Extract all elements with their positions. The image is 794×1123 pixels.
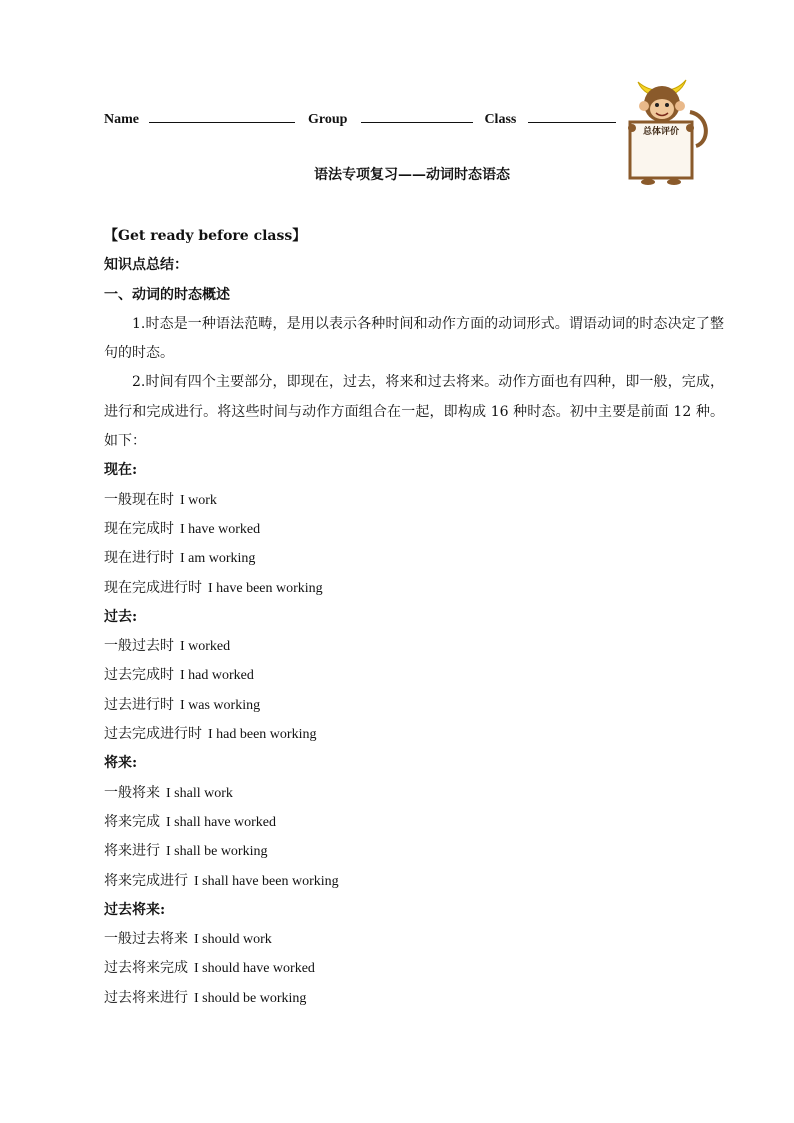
tense-cn: 将来完成 <box>104 813 160 830</box>
class-blank[interactable] <box>528 108 616 123</box>
tense-item <box>104 544 724 573</box>
tense-en: I should have worked <box>194 961 315 977</box>
tense-cn: 过去完成时 <box>104 667 174 684</box>
tense-item <box>104 954 724 983</box>
mascot-sign-text: 总体评价 <box>642 127 680 137</box>
tense-en: I should be working <box>194 990 307 1006</box>
tense-groups <box>104 456 724 1013</box>
tense-item <box>104 661 724 690</box>
tense-en: I should work <box>194 932 272 948</box>
paragraph-2: 2.时间有四个主要部分，即现在，过去，将来和过去将来。动作方面也有四种，即一般，完成，进行和完成进行。将这些时间与动作方面组合在一起，即构成 16 种时态。初中主要是前面 12 种。如下： <box>104 374 724 450</box>
tense-cn: 现在完成进行时 <box>104 579 202 596</box>
tense-item <box>104 486 724 515</box>
tense-cn: 现在进行时 <box>104 550 174 567</box>
tense-cn: 将来进行 <box>104 843 160 860</box>
tense-en: I had worked <box>180 668 254 684</box>
tense-en: I am working <box>180 551 256 567</box>
paragraph-1: 1.时态是一种语法范畴，是用以表示各种时间和动作方面的动词形式。谓语动词的时态决定了整句的时态。 <box>104 315 724 362</box>
tense-en: I shall be working <box>166 844 268 860</box>
tense-item <box>104 867 724 896</box>
tense-item <box>104 808 724 837</box>
tense-en: I work <box>180 492 217 508</box>
tense-en: I shall have been working <box>194 873 339 889</box>
tense-en: I shall work <box>166 785 233 801</box>
tense-cn: 将来完成进行 <box>104 872 188 889</box>
tense-en: I have worked <box>180 521 261 537</box>
tense-en: I shall have worked <box>166 814 277 830</box>
tense-item <box>104 632 724 661</box>
tense-cn: 现在完成时 <box>104 520 174 537</box>
tense-item <box>104 515 724 544</box>
class-label: Class <box>484 112 517 127</box>
document-body <box>104 222 724 1013</box>
tense-item <box>104 574 724 603</box>
tense-cn: 过去将来进行 <box>104 989 188 1006</box>
tense-cn: 过去将来完成 <box>104 960 188 977</box>
tense-item <box>104 691 724 720</box>
tense-item <box>104 779 724 808</box>
group-label-past: 过去: <box>104 608 138 625</box>
tense-en: I have been working <box>208 580 323 596</box>
summary-label: 知识点总结： <box>104 257 188 274</box>
group-label-present: 现在: <box>104 462 138 479</box>
tense-item <box>104 925 724 954</box>
name-blank[interactable] <box>149 108 295 123</box>
group-blank[interactable] <box>361 108 473 123</box>
tense-item <box>104 984 724 1013</box>
group-label: Group <box>308 112 348 127</box>
tense-cn: 一般过去时 <box>104 638 174 655</box>
tense-cn: 过去完成进行时 <box>104 726 202 743</box>
tense-cn: 一般现在时 <box>104 491 174 508</box>
tense-cn: 一般过去将来 <box>104 931 188 948</box>
tense-item <box>104 720 724 749</box>
tense-en: I had been working <box>208 727 317 743</box>
tense-cn: 过去进行时 <box>104 696 174 713</box>
heading-tense-overview: 一、动词的时态概述 <box>104 286 230 303</box>
student-info-header <box>104 108 616 128</box>
group-label-past-future: 过去将来: <box>104 901 166 918</box>
tense-en: I worked <box>180 639 231 655</box>
name-label: Name <box>104 112 139 127</box>
section-tag: 【Get ready before class】 <box>104 228 307 244</box>
group-label-future: 将来: <box>104 755 138 772</box>
tense-en: I was working <box>180 697 261 713</box>
page-title: 语法专项复习——动词时态语态 <box>314 167 510 183</box>
tense-cn: 一般将来 <box>104 784 160 801</box>
tense-item <box>104 837 724 866</box>
